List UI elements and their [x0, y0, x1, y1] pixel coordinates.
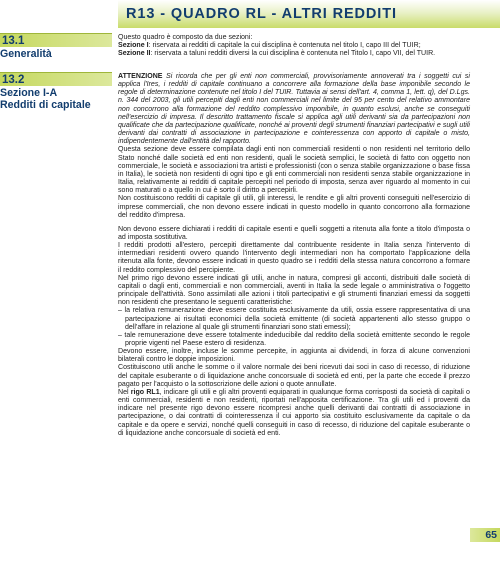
- dash-list-item: – la relativa remunerazione deve essere costituita esclusivamente da utili, ossia essere rappresentativa di una partecipazione ai risultati economici della società emittente (di società appartenenti allo stesso gruppo o dell'affare in relazione al quale gli strumenti finanziari sono stati emessi);: [118, 307, 470, 331]
- generalita-item: Sezione I: riservata ai redditi di capitale la cui disciplina è contenuta nel titolo I, capo III del TUIR;: [118, 42, 421, 50]
- section-13-1-heading: [0, 33, 112, 60]
- section-label-line: Sezione I-A: [0, 87, 58, 99]
- section-label-line: Redditi di capitale: [0, 99, 91, 111]
- generalita-item: Sezione II: riservata a taluni redditi diversi la cui disciplina è contenuta nel Titolo I, capo VII, del TUIR.: [118, 50, 436, 58]
- attenzione-label: ATTENZIONE: [118, 73, 163, 80]
- section-label: Generalità: [0, 48, 52, 60]
- section-number: 13.1: [0, 33, 112, 47]
- paragraph: I redditi prodotti all'estero, percepiti direttamente dal contribuente residente in Italia senza l'intervento di intermediari residenti ovvero quando l'intervento degli intermediari non ha comportato l'applicazione della ritenuta alla fonte, devono essere indicati in questo quadro se i redditi della stessa natura concorrono a formare il reddito complessivo del percipiente.: [118, 242, 470, 274]
- generalita-text: [118, 34, 470, 58]
- page-title: R13 - QUADRO RL - ALTRI REDDITI: [126, 6, 397, 22]
- paragraph: Non devono essere dichiarati i redditi di capitale esenti e quelli soggetti a ritenuta alla fonte a titolo d'imposta o ad imposta sostitutiva.: [118, 225, 470, 241]
- generalita-intro: Questo quadro è composto da due sezioni:: [118, 34, 253, 41]
- section-13-2-heading: [0, 72, 112, 111]
- attenzione-note: ATTENZIONE Si ricorda che per gli enti non commerciali, provvisoriamente annoverati tra i soggetti cui si applica l'Ires, i redditi di capitale continuano a concorrere alla formazione della base imponibile secondo le regole di determinazione contenute nel titolo I del TUIR. Tuttavia ai sensi dell'art. 4, comma 1, lett. q), del D.Lgs. n. 344 del 2003, gli utili percepiti dagli enti non commerciali nel limite del 95 per cento del relativo ammontare non concorrono alla formazione del reddito complessivo imponibile, in quanto esclusi, anche se conseguiti nell'esercizio di impresa. Il descritto trattamento fiscale si applica agli utili derivanti sia da partecipazioni non qualificate che da partecipazione qualificate, nonché ai proventi degli strumenti finanziari partecipativi e sugli utili derivanti dai contratti di associazione in partecipazione e cointeressenza con apporto di capitale o misto, indipendentemente dall'entità del rapporto.: [118, 73, 470, 146]
- paragraph: Questa sezione deve essere compilata dagli enti non commerciali residenti o non residenti nel territorio dello Stato nonché dalle società ed enti non residenti, quali le società semplici, le società di fatto con oggetto non commerciale, le società e associazioni tra artisti e professionisti (con o senza stabile organizzazione o base fissa in Italia), le società non residenti di ogni tipo e gli enti commerciali non residenti senza stabile organizzazione in Italia, relativamente ai redditi di capitale percepiti nel periodo di imposta, senza aver riguardo al momento in cui sono maturati o a quello in cui è sorto il diritto a percepirli.: [118, 146, 470, 195]
- paragraph: Non costituiscono redditi di capitale gli utili, gli interessi, le rendite e gli altri proventi conseguiti nell'esercizio di imprese commerciali, che non devono essere indicati in questo modello in quanto concorrono alla formazione del reddito d'impresa.: [118, 195, 470, 219]
- dash-list-item: – tale remunerazione deve essere totalmente indeducibile dal reddito della società emittente secondo le regole proprie vigenti nel Paese estero di residenza.: [118, 331, 470, 347]
- page-number: 65: [470, 528, 500, 542]
- page-header: [118, 0, 500, 28]
- paragraph: Costituiscono utili anche le somme o il valore normale dei beni ricevuti dai soci in caso di recesso, di riduzione del capitale esuberante o di liquidazione anche concorsuale di società ed enti, per la parte che eccede il prezzo pagato per l'acquisto o la sottoscrizione delle azioni o quote annullate.: [118, 364, 470, 388]
- rigo-rl1-paragraph: Nel rigo RL1, indicare gli utili e gli altri proventi equiparati in qualunque forma corrisposti da società di capitali o enti commerciali, residenti e non residenti, riportati nell'apposita certificazione. Tra gli utili ed i proventi da indicare nel presente rigo devono essere ricompresi anche quelli derivanti dai contratti di associazione in partecipazione, o dai contratti di cointeressenza il cui apporto sia costituito esclusivamente da capitale o da capitale e da opere e servizi, nonché quelli conseguiti in caso di recesso, di riduzione del capitale esuberante o di liquidazione anche concorsuale di società ed enti.: [118, 388, 470, 437]
- sezione-ia-text: [118, 73, 470, 438]
- section-number: 13.2: [0, 72, 112, 86]
- paragraph: Nel primo rigo devono essere indicati gli utili, anche in natura, compresi gli acconti, distribuiti dalle società di capitali o dagli enti, commerciali e non commerciali, aventi in Italia la sede legale o amministrativa o l'oggetto principale dell'attività. Sono assimilati alle azioni i titoli partecipativi e gli strumenti finanziari emessi da soggetti non residenti che presentano le seguenti caratteristiche:: [118, 274, 470, 307]
- paragraph: Devono essere, inoltre, incluse le somme percepite, in aggiunta ai dividendi, in forza di alcune convenzioni bilaterali contro le doppie imposizioni.: [118, 348, 470, 364]
